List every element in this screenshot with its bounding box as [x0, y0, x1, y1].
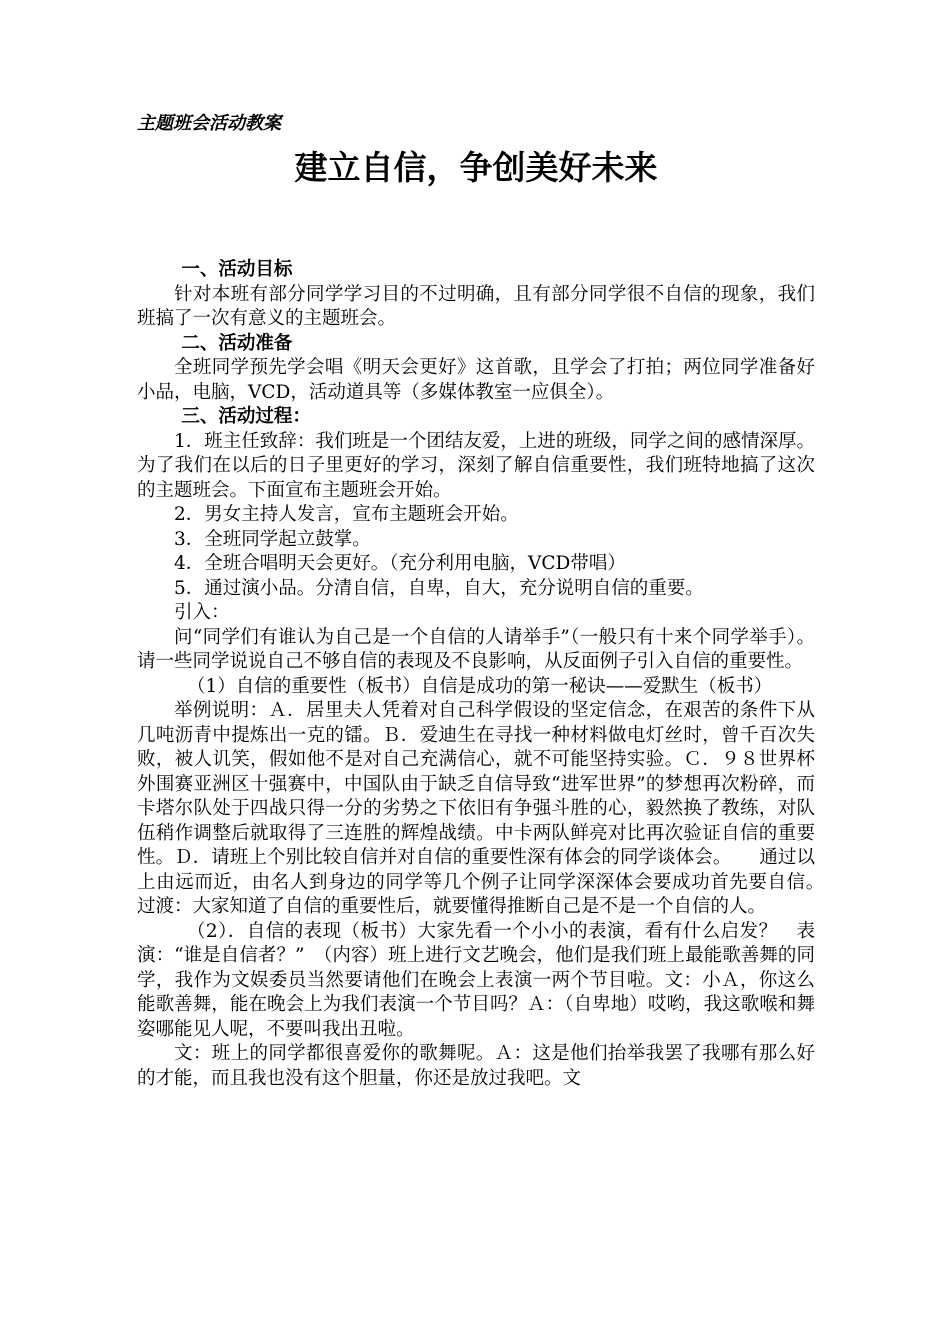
paragraph: 5．通过演小品。分清自信，自卑，自大，充分说明自信的重要。 [174, 577, 704, 599]
paragraph: 举例说明：Ａ．居里夫人凭着对自己科学假设的坚定信念，在艰苦的条件下从几吨沥青中提炼出一克的镭。Ｂ．爱迪生在寻找一种材料做电灯丝时，曾千百次失败，被人讥笑，假如他不是对自己充满信心，就不可能坚持实验。Ｃ．９８世界杯外围赛亚洲区十强赛中，中国队由于缺乏自信导致“进军世界”的梦想再次粉碎，而卡塔尔队处于四战只得一分的劣势之下依旧有争强斗胜的心，毅然换了教练，对队伍稍作调整后就取得了三连胜的辉煌战绩。中卡两队鲜亮对比再次验证自信的重要性。Ｄ．请班上个别比较自信并对自信的重要性深有体会的同学谈体会。 通过以上由远而近，由名人到身边的同学等几个例子让同学深深体会要成功首先要自信。 过渡：大家知道了自信的重要性后，就要懂得推断自己是不是一个自信的人。 [137, 700, 834, 917]
paragraph: 1．班主任致辞：我们班是一个团结友爱，上进的班级，同学之间的感情深厚。为了我们在以后的日子里更好的学习，深刻了解自信重要性，我们班特地搞了这次的主题班会。下面宣布主题班会开始。 [137, 430, 815, 501]
section-heading-process: 三、活动过程： [181, 406, 311, 427]
section-heading-preparation: 二、活动准备 [181, 332, 293, 354]
paragraph: 文：班上的同学都很喜爱你的歌舞呢。Ａ：这是他们抬举我罢了我哪有那么好的才能，而且我也没有这个胆量，你还是放过我吧。文 [137, 1043, 815, 1089]
document-body [137, 258, 834, 1091]
document-page [137, 110, 834, 1091]
paragraph: 问“同学们有谁认为自己是一个自信的人请举手”（一般只有十来个同学举手）。请一些同学说说自己不够自信的表现及不良影响，从反面例子引入自信的重要性。 [137, 626, 815, 672]
paragraph: 全班同学预先学会唱《明天会更好》这首歌，且学会了打拍；两位同学准备好小品，电脑，VCD，活动道具等（多媒体教室一应俱全）。 [137, 357, 815, 403]
section-heading-goals: 一、活动目标 [181, 259, 293, 280]
paragraph: 4．全班合唱明天会更好。（充分利用电脑，VCD带唱） [174, 553, 626, 574]
paragraph: 3．全班同学起立鼓掌。 [174, 528, 371, 550]
document-title: 建立自信，争创美好未来 [294, 148, 658, 187]
document-kicker: 主题班会活动教案 [137, 113, 281, 134]
paragraph: 针对本班有部分同学学习目的不过明确，且有部分同学很不自信的现象，我们班搞了一次有意义的主题班会。 [137, 283, 815, 329]
paragraph: （2）．自信的表现（板书）大家先看一个小小的表演，看有什么启发？ 表演：“谁是自信者？” （内容）班上进行文艺晚会，他们是我们班上最能歌善舞的同学，我作为文娱委员当然要请他们在晚会上表演一两个节目啦。文：小Ａ，你这么能歌善舞，能在晚会上为我们表演一个节目吗？Ａ：（自卑地）哎哟，我这歌喉和舞姿哪能见人呢，不要叫我出丑啦。 [137, 920, 815, 1040]
paragraph: 引入： [174, 602, 230, 623]
paragraph: 2．男女主持人发言，宣布主题班会开始。 [174, 504, 519, 525]
paragraph: （1）自信的重要性（板书）自信是成功的第一秘诀——爱默生（板书） [186, 675, 773, 697]
